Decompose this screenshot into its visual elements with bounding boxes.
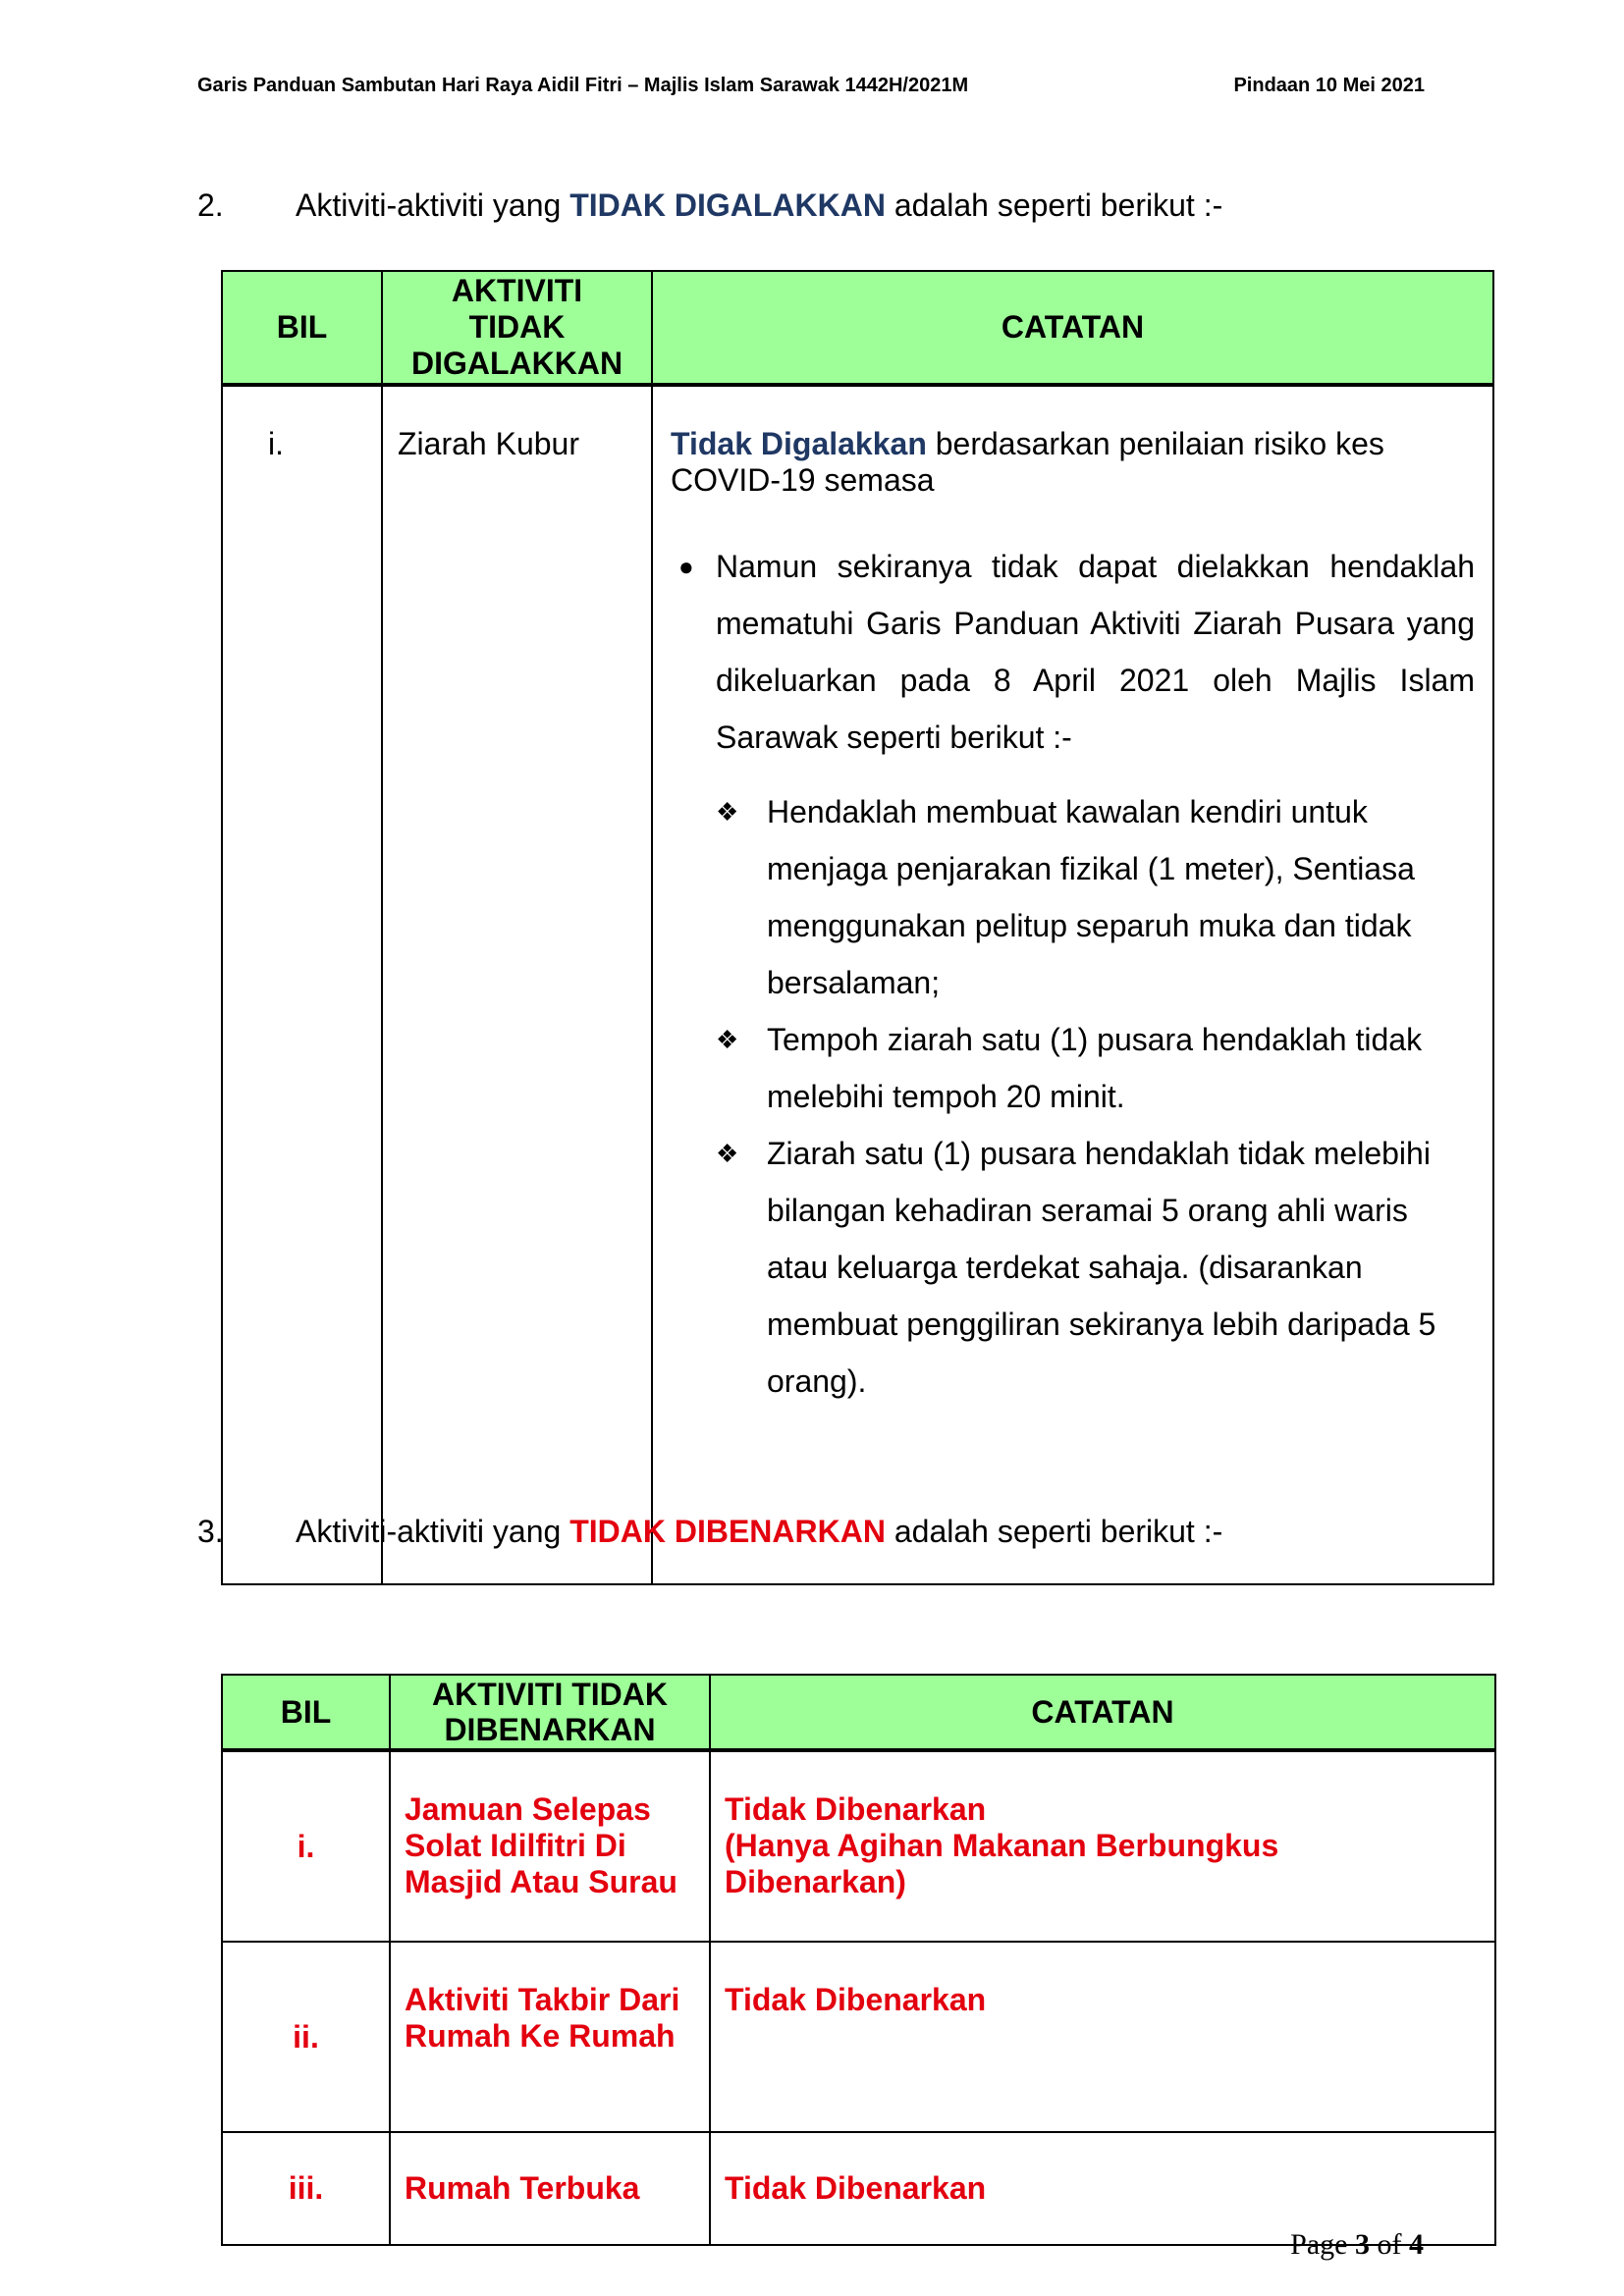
activity-line: Solat Idilfitri Di	[405, 1828, 626, 1863]
section-highlight: TIDAK DIGALAKKAN	[569, 187, 886, 223]
document-title: Garis Panduan Sambutan Hari Raya Aidil Fitri – Majlis Islam Sarawak 1442H/2021M	[197, 75, 969, 96]
row-activity	[390, 2132, 710, 2245]
subbullet-text: Tempoh ziarah satu (1) pusara hendaklah tidak melebihi tempoh 20 minit.	[767, 1022, 1423, 1114]
row-activity	[390, 1942, 710, 2132]
row-number: i.	[222, 385, 382, 1584]
row-notes	[710, 1750, 1495, 1942]
notes-subbullet-list	[716, 783, 1475, 1410]
header-line: AKTIVITI	[451, 273, 583, 308]
list-item	[671, 538, 1475, 1410]
column-header-notes: CATATAN	[652, 271, 1493, 385]
row-notes	[710, 1942, 1495, 2132]
diamond-bullet-icon: ❖	[716, 1139, 739, 1168]
section-text	[296, 187, 1222, 224]
column-header-activity	[390, 1675, 710, 1750]
notes-lead	[671, 426, 1475, 499]
notes-line: Tidak Dibenarkan	[725, 2170, 987, 2206]
notes-lead-highlight: Tidak Digalakkan	[671, 426, 927, 461]
section-3-heading	[197, 1514, 1474, 1553]
row-number: ii.	[222, 1942, 390, 2132]
section-text-before: Aktiviti-aktiviti yang	[296, 1514, 570, 1549]
subbullet-text: Hendaklah membuat kawalan kendiri untuk menjaga penjarakan fizikal (1 meter), Sentiasa menggunakan pelitup separuh muka dan tidak bersalaman;	[767, 794, 1415, 1000]
column-header-bil: BIL	[222, 271, 382, 385]
section-text-before: Aktiviti-aktiviti yang	[296, 187, 570, 223]
table-row	[222, 385, 1493, 1584]
section-number: 2.	[197, 187, 224, 223]
page-number	[1178, 2228, 1424, 2262]
page-total: 4	[1409, 2228, 1424, 2261]
diamond-bullet-icon: ❖	[716, 1025, 739, 1054]
subbullet-text: Ziarah satu (1) pusara hendaklah tidak melebihi bilangan kehadiran seramai 5 orang ahli waris atau keluarga terdekat sahaja. (disarankan membuat penggiliran sekiranya lebih daripada 5 orang).	[767, 1136, 1436, 1399]
column-header-bil: BIL	[222, 1675, 390, 1750]
table-header-row	[222, 1675, 1495, 1750]
column-header-activity	[382, 271, 652, 385]
list-item	[716, 1011, 1475, 1125]
revision-date: Pindaan 10 Mei 2021	[1233, 75, 1425, 96]
activity-line: Masjid Atau Surau	[405, 1864, 677, 1899]
activity-line: Aktiviti Takbir Dari	[405, 1982, 680, 2017]
section-text-after: adalah seperti berikut :-	[885, 1514, 1223, 1549]
running-header	[197, 75, 1425, 100]
row-activity: Ziarah Kubur	[382, 385, 652, 1584]
section-text	[296, 1514, 1222, 1550]
activity-line: Rumah Ke Rumah	[405, 2018, 676, 2054]
table-header-row	[222, 271, 1493, 385]
notes-line: (Hanya Agihan Makanan Berbungkus	[725, 1828, 1279, 1863]
diamond-bullet-icon: ❖	[716, 797, 739, 827]
notes-bullet-list	[671, 538, 1475, 1410]
row-activity	[390, 1750, 710, 1942]
list-item	[716, 1125, 1475, 1410]
section-text-after: adalah seperti berikut :-	[885, 187, 1223, 223]
notes-lead-text: berdasarkan penilaian risiko kes COVID-19 semasa	[671, 426, 1384, 498]
prohibited-activities-table	[221, 1674, 1496, 2246]
section-number: 3.	[197, 1514, 224, 1549]
page-of: of	[1370, 2228, 1409, 2261]
bullet-text: Namun sekiranya tidak dapat dielakkan hendaklah mematuhi Garis Panduan Aktiviti Ziarah Pusara yang dikeluarkan pada 8 April 2021 oleh Majlis Islam Sarawak seperti berikut :-	[716, 549, 1475, 755]
header-line: DIGALAKKAN	[410, 346, 623, 381]
notes-line: Dibenarkan)	[725, 1864, 906, 1899]
table-row	[222, 1942, 1495, 2132]
discouraged-activities-table	[221, 270, 1494, 1585]
header-line: DIBENARKAN	[444, 1712, 656, 1747]
list-item	[716, 783, 1475, 1011]
row-notes	[652, 385, 1493, 1584]
section-highlight: TIDAK DIBENARKAN	[569, 1514, 886, 1549]
table-row	[222, 1750, 1495, 1942]
page-label: Page	[1290, 2228, 1355, 2261]
row-number: iii.	[222, 2132, 390, 2245]
row-number: i.	[222, 1750, 390, 1942]
section-2-heading	[197, 187, 1474, 227]
activity-line: Jamuan Selepas	[405, 1791, 651, 1827]
header-line: TIDAK	[468, 309, 566, 345]
bullet-dot-icon: ●	[678, 552, 694, 581]
notes-line: Tidak Dibenarkan	[725, 1982, 987, 2017]
column-header-notes: CATATAN	[710, 1675, 1495, 1750]
header-line: AKTIVITI TIDAK	[432, 1677, 668, 1712]
activity-line: Rumah Terbuka	[405, 2170, 640, 2206]
notes-line: Tidak Dibenarkan	[725, 1791, 987, 1827]
page-current: 3	[1355, 2228, 1370, 2261]
